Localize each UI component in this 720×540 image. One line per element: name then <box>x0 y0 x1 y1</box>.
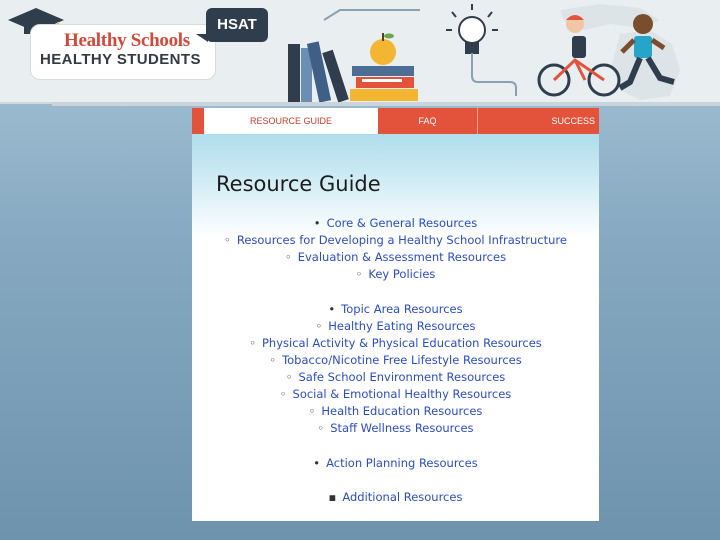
list-item-topic-area[interactable] <box>192 302 599 316</box>
books-icon <box>288 41 418 102</box>
list-item-evaluation-assessment[interactable] <box>192 250 599 264</box>
list-item-staff-wellness[interactable] <box>192 421 599 435</box>
link-label: Safe School Environment Resources <box>298 370 506 384</box>
bullet: • <box>313 456 321 470</box>
list-item-core-general[interactable] <box>192 216 599 230</box>
link-label: Tobacco/Nicotine Free Lifestyle Resources <box>282 353 522 367</box>
list-item-safe-school[interactable] <box>192 370 599 384</box>
bullet: • <box>313 216 321 230</box>
link-label: Topic Area Resources <box>341 302 463 316</box>
link-label: Physical Activity & Physical Education Resources <box>262 336 542 350</box>
nav-bar <box>192 108 599 134</box>
bullet: ◦ <box>284 250 292 264</box>
link-label: Key Policies <box>368 267 436 281</box>
bullet: ▪ <box>328 490 337 504</box>
link-label: Health Education Resources <box>321 404 483 418</box>
banner-divider <box>52 102 720 106</box>
list-item-action-planning[interactable] <box>192 456 599 470</box>
list-item-social-emotional[interactable] <box>192 387 599 401</box>
tab-resource-guide[interactable]: RESOURCE GUIDE <box>204 108 378 134</box>
link-label: Action Planning Resources <box>326 456 478 470</box>
link-label: Staff Wellness Resources <box>330 421 474 435</box>
logo-subtitle: HEALTHY STUDENTS <box>40 51 201 68</box>
list-item-healthy-eating[interactable] <box>192 319 599 333</box>
list-item-health-education[interactable] <box>192 404 599 418</box>
lightbulb-icon <box>324 4 516 96</box>
list-item-physical-activity[interactable] <box>192 336 599 350</box>
bullet: ◦ <box>308 404 316 418</box>
bullet: ◦ <box>249 336 256 350</box>
bullet: ◦ <box>269 353 277 367</box>
link-label: Core & General Resources <box>326 216 478 230</box>
list-item-key-policies[interactable] <box>192 267 599 281</box>
page-title: Resource Guide <box>216 172 381 196</box>
bullet: ◦ <box>285 370 293 384</box>
bullet: ◦ <box>279 387 287 401</box>
link-label: Evaluation & Assessment Resources <box>297 250 507 264</box>
link-label: Social & Emotional Healthy Resources <box>292 387 512 401</box>
link-label: Resources for Developing a Healthy School Infrastructure <box>236 233 567 247</box>
tab-faq[interactable]: FAQ <box>418 116 437 126</box>
link-label: Additional Resources <box>342 490 463 504</box>
bullet: ◦ <box>355 267 363 281</box>
apple-icon <box>370 33 396 65</box>
cyclist-icon <box>539 15 619 95</box>
content-panel <box>192 108 599 521</box>
bullet: ◦ <box>315 319 323 333</box>
bullet: ◦ <box>317 421 325 435</box>
list-item-additional[interactable] <box>192 490 599 504</box>
link-label: Healthy Eating Resources <box>328 319 476 333</box>
bullet: • <box>328 302 336 316</box>
header-banner <box>0 0 720 104</box>
bullet: ◦ <box>224 233 231 247</box>
tab-success[interactable]: SUCCESS <box>551 116 595 126</box>
logo-title: Healthy Schools <box>64 30 190 51</box>
hsat-badge: HSAT <box>206 8 268 42</box>
list-item-tobacco-nicotine[interactable] <box>192 353 599 367</box>
list-item-healthy-school-infrastructure[interactable] <box>192 233 599 247</box>
